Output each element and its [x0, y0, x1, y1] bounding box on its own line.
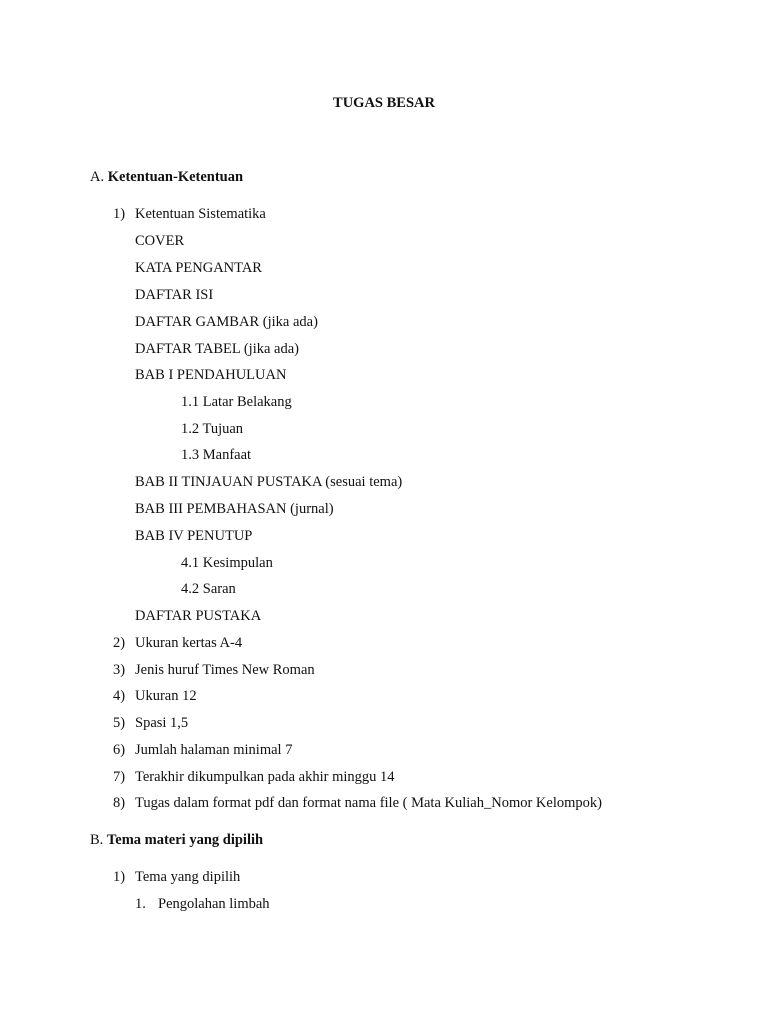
sistematika-item: BAB II TINJAUAN PUSTAKA (sesuai tema) — [135, 474, 403, 490]
sistematika-subitem: 1.3 Manfaat — [181, 447, 252, 463]
document-title: TUGAS BESAR — [333, 95, 435, 111]
sistematika-item: DAFTAR TABEL (jika ada) — [135, 341, 299, 357]
section-a-title: Ketentuan-Ketentuan — [107, 169, 244, 185]
section-b-marker: B. — [90, 832, 104, 848]
list-item: Ukuran kertas A-4 — [135, 635, 243, 651]
list-number: 4) — [113, 688, 126, 704]
list-item: Terakhir dikumpulkan pada akhir minggu 14 — [135, 769, 395, 785]
sistematika-subitem: 1.1 Latar Belakang — [181, 394, 292, 410]
list-item: Tugas dalam format pdf dan format nama file ( Mata Kuliah_Nomor Kelompok) — [135, 795, 602, 811]
sistematika-item: KATA PENGANTAR — [135, 260, 262, 276]
sub-list-number: 1. — [135, 896, 146, 912]
sistematika-subitem: 4.2 Saran — [181, 581, 236, 597]
sub-list-item: Pengolahan limbah — [158, 896, 270, 912]
list-number: 3) — [113, 662, 126, 678]
sistematika-subitem: 4.1 Kesimpulan — [181, 555, 273, 571]
sistematika-item: BAB III PEMBAHASAN (jurnal) — [135, 501, 334, 517]
list-item: Tema yang dipilih — [135, 869, 241, 885]
list-number: 2) — [113, 635, 126, 651]
section-b-heading — [90, 831, 263, 849]
list-number: 5) — [113, 715, 126, 731]
section-a-marker: A. — [90, 169, 105, 185]
sistematika-subitem: 1.2 Tujuan — [181, 421, 244, 437]
list-number: 8) — [113, 795, 126, 811]
section-a-heading — [90, 168, 243, 186]
list-item: Ukuran 12 — [135, 688, 197, 704]
list-item: Jenis huruf Times New Roman — [135, 662, 315, 678]
sistematika-item: BAB IV PENUTUP — [135, 528, 253, 544]
list-item: Jumlah halaman minimal 7 — [135, 742, 293, 758]
list-number: 6) — [113, 742, 126, 758]
list-item: Spasi 1,5 — [135, 715, 189, 731]
list-number: 1) — [113, 869, 126, 885]
list-number: 1) — [113, 206, 126, 222]
sistematika-item: BAB I PENDAHULUAN — [135, 367, 287, 383]
sistematika-item: COVER — [135, 233, 185, 249]
sistematika-item: DAFTAR ISI — [135, 287, 214, 303]
list-number: 7) — [113, 769, 126, 785]
sistematika-item: DAFTAR GAMBAR (jika ada) — [135, 314, 318, 330]
list-item: Ketentuan Sistematika — [135, 206, 266, 222]
section-b-title: Tema materi yang dipilih — [106, 832, 264, 848]
sistematika-item: DAFTAR PUSTAKA — [135, 608, 262, 624]
